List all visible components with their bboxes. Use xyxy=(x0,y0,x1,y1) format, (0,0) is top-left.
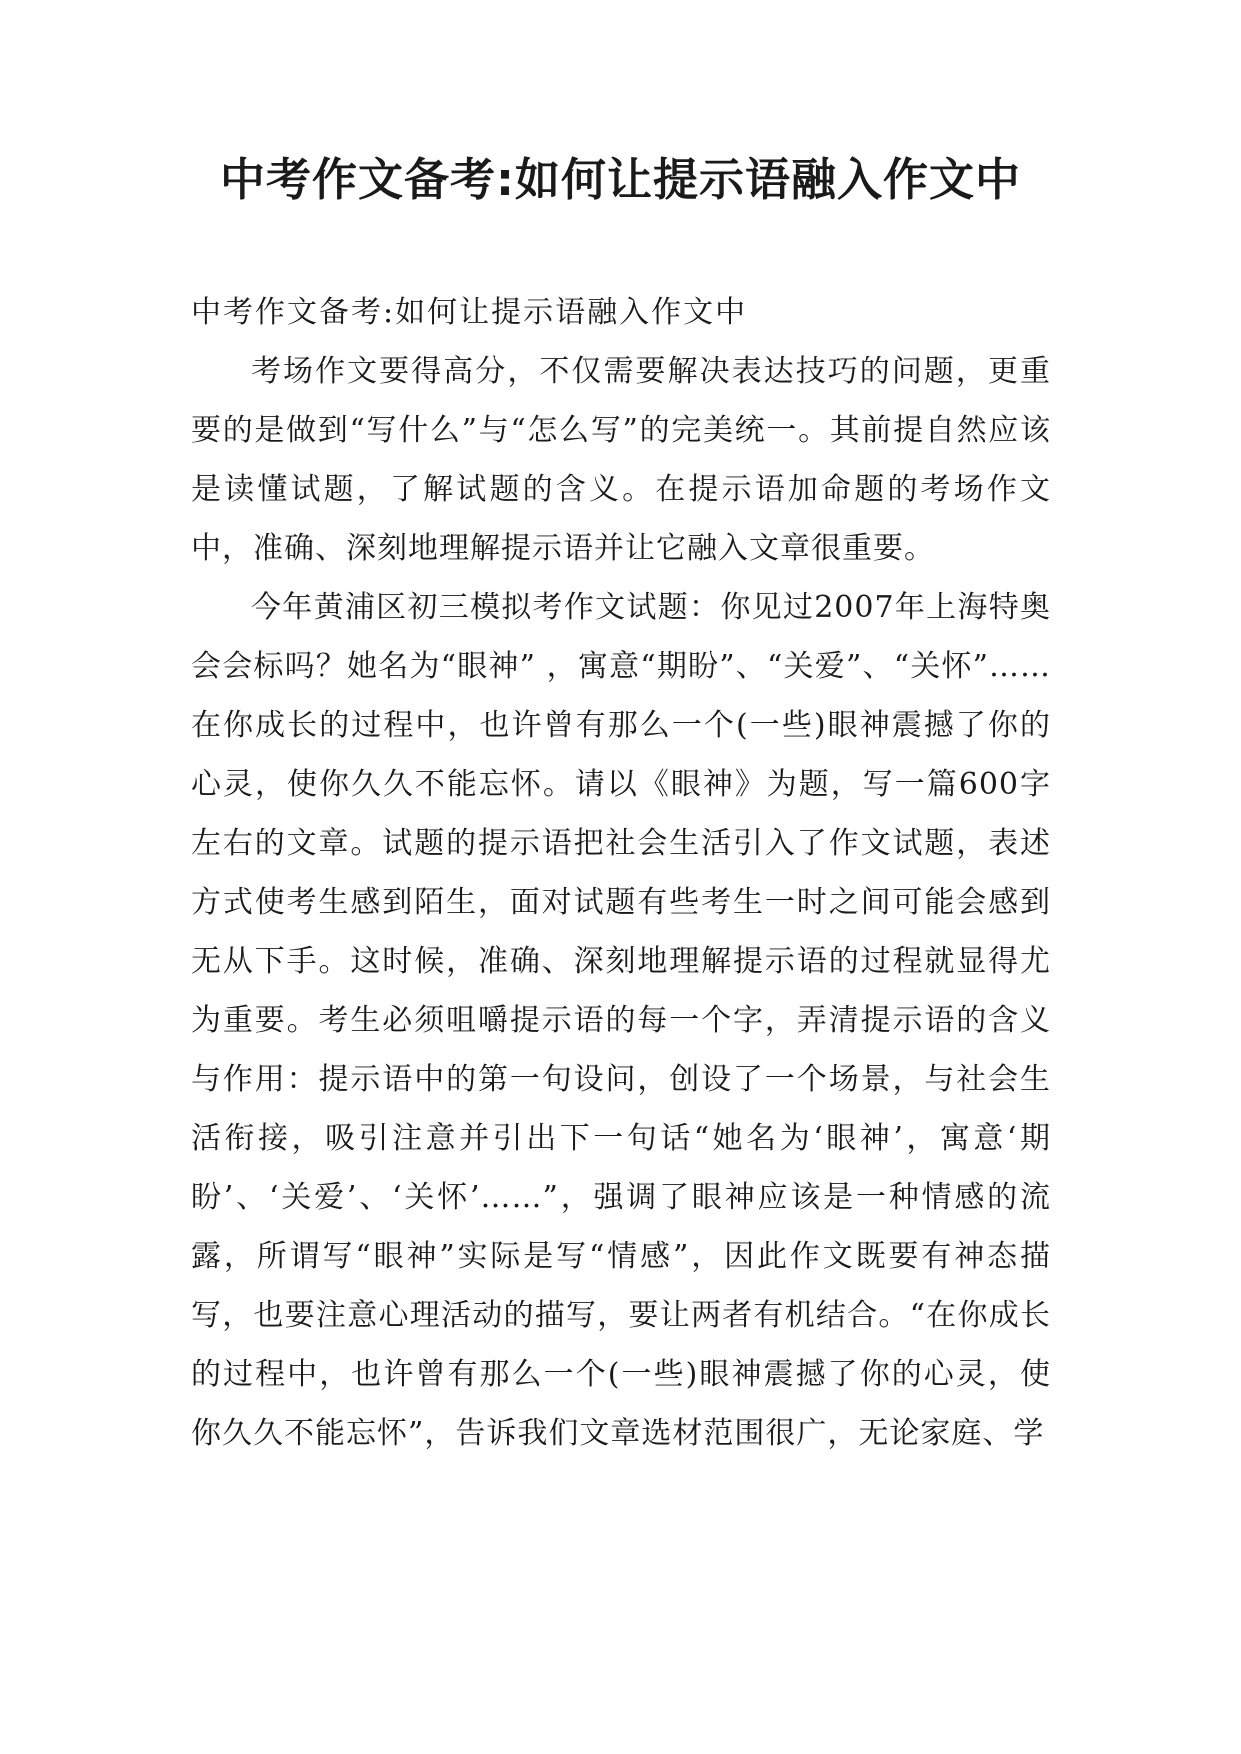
paragraph-intro: 考场作文要得高分，不仅需要解决表达技巧的问题，更重要的是做到“写什么”与“怎么写”的完美统一。其前提自然应该是读懂试题，了解试题的含义。在提示语加命题的考场作文中，准确、深刻地理解提示语并让它融入文章很重要。 xyxy=(191,354,1051,566)
document-body xyxy=(191,283,1051,1463)
document-title: 中考作文备考:如何让提示语融入作文中 xyxy=(220,153,1021,206)
document-subtitle: 中考作文备考:如何让提示语融入作文中 xyxy=(191,295,748,330)
paragraph-example: 今年黄浦区初三模拟考作文试题：你见过2007年上海特奥会会标吗？她名为“眼神” ，寓意“期盼”、“关爱”、“关怀”……在你成长的过程中，也许曾有那么一个(一些)眼神震撼了你的心灵，使你久久不能忘怀。请以《眼神》为题，写一篇600字左右的文章。试题的提示语把社会生活引入了作文试题，表述方式使考生感到陌生，面对试题有些考生一时之间可能会感到无从下手。这时候，准确、深刻地理解提示语的过程就显得尤为重要。考生必须咀嚼提示语的每一个字，弄清提示语的含义与作用：提示语中的第一句设问，创设了一个场景，与社会生活衔接，吸引注意并引出下一句话“她名为‘眼神’，寓意‘期盼’、‘关爱’、‘关怀’……”，强调了眼神应该是一种情感的流露，所谓写“眼神”实际是写“情感”，因此作文既要有神态描写，也要注意心理活动的描写，要让两者有机结合。“在你成长的过程中，也许曾有那么一个(一些)眼神震撼了你的心灵，使你久久不能忘怀”，告诉我们文章选材范围很广，无论家庭、学 xyxy=(191,590,1051,1451)
